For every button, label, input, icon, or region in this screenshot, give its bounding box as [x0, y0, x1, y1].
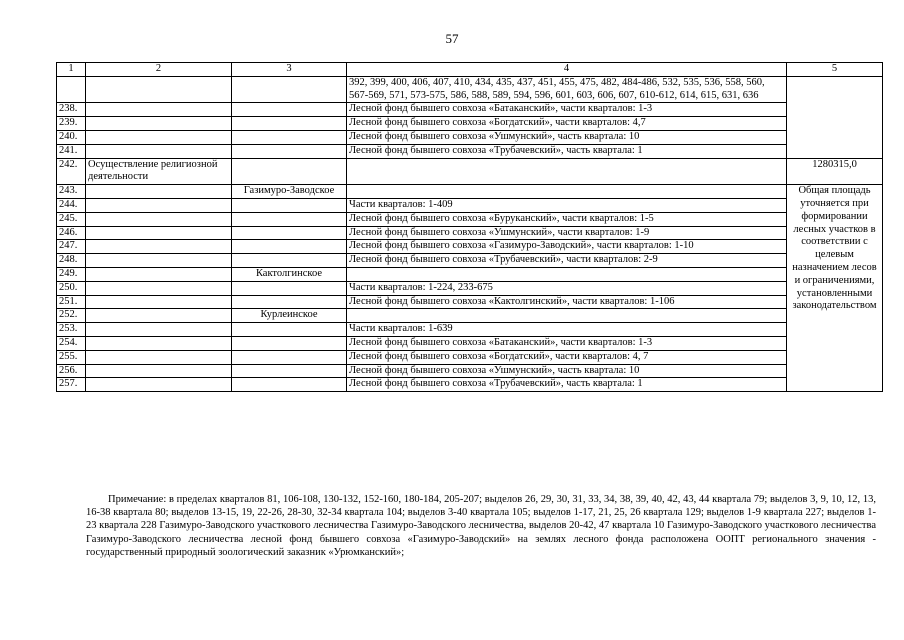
row-number: [57, 76, 86, 103]
forestry-cell: [232, 212, 347, 226]
location-cell: [347, 267, 787, 281]
location-cell: Части кварталов: 1-224, 233-675: [347, 281, 787, 295]
page-number: 57: [445, 31, 459, 46]
row-number: 241.: [57, 144, 86, 158]
row-number: 249.: [57, 267, 86, 281]
location-cell: Части кварталов: 1-409: [347, 198, 787, 212]
row-number: 250.: [57, 281, 86, 295]
location-cell: [347, 309, 787, 323]
table-row: [57, 323, 883, 337]
forestry-cell: [232, 117, 347, 131]
table-row: [57, 158, 883, 185]
forestry-cell: [232, 226, 347, 240]
purpose-cell: [86, 309, 232, 323]
location-cell: Лесной фонд бывшего совхоза «Трубачевский», часть квартала: 1: [347, 144, 787, 158]
purpose-cell: [86, 240, 232, 254]
forestry-cell: Кактолгинское: [232, 267, 347, 281]
table-row: [57, 295, 883, 309]
purpose-cell: [86, 323, 232, 337]
table-row: [57, 130, 883, 144]
location-cell: Лесной фонд бывшего совхоза «Богдатский», части кварталов: 4, 7: [347, 350, 787, 364]
purpose-cell: [86, 254, 232, 268]
table-row: [57, 364, 883, 378]
table-row: [57, 103, 883, 117]
forestry-cell: [232, 323, 347, 337]
forestry-cell: [232, 158, 347, 185]
area-cell: [787, 76, 883, 158]
table-row: [57, 198, 883, 212]
location-cell: Лесной фонд бывшего совхоза «Трубачевский», части кварталов: 2-9: [347, 254, 787, 268]
forestry-cell: [232, 254, 347, 268]
forestry-cell: [232, 198, 347, 212]
row-number: 254.: [57, 336, 86, 350]
area-cell: 1280315,0: [787, 158, 883, 185]
purpose-cell: [86, 130, 232, 144]
row-number: 243.: [57, 185, 86, 199]
header-cell: 2: [86, 63, 232, 77]
area-note-cell: Общая площадь уточняется при формировании лесных участков в соответствии с целевым назначением лесов и ограничениями, установленными законодательством: [787, 185, 883, 392]
header-cell: 3: [232, 63, 347, 77]
purpose-cell: [86, 198, 232, 212]
location-cell: Части кварталов: 1-639: [347, 323, 787, 337]
forestry-cell: [232, 103, 347, 117]
forestry-cell: [232, 378, 347, 392]
table-row: [57, 350, 883, 364]
purpose-cell: [86, 364, 232, 378]
purpose-cell: [86, 378, 232, 392]
location-cell: Лесной фонд бывшего совхоза «Батаканский», части кварталов: 1-3: [347, 103, 787, 117]
table-row: [57, 117, 883, 131]
location-cell: Лесной фонд бывшего совхоза «Богдатский», части кварталов: 4,7: [347, 117, 787, 131]
location-cell: 392, 399, 400, 406, 407, 410, 434, 435, 437, 451, 455, 475, 482, 484-486, 532, 535, 536, 558, 560, 567-569, 571, 573-575, 586, 588, 589, 594, 596, 601, 603, 606, 607, 610-612, 614, 615, 631, 636: [347, 76, 787, 103]
table-row: [57, 309, 883, 323]
table-header-row: [57, 63, 883, 77]
table-row: [57, 240, 883, 254]
location-cell: Лесной фонд бывшего совхоза «Ушмунский», часть квартала: 10: [347, 130, 787, 144]
purpose-cell: [86, 185, 232, 199]
forestry-cell: [232, 281, 347, 295]
location-cell: Лесной фонд бывшего совхоза «Трубачевский», часть квартала: 1: [347, 378, 787, 392]
purpose-cell: [86, 117, 232, 131]
forestry-cell: [232, 240, 347, 254]
forestry-cell: Газимуро-Заводское: [232, 185, 347, 199]
row-number: 256.: [57, 364, 86, 378]
table-row: [57, 336, 883, 350]
table-row: [57, 281, 883, 295]
table-row: [57, 76, 883, 103]
location-cell: Лесной фонд бывшего совхоза «Буруканский», части кварталов: 1-5: [347, 212, 787, 226]
row-number: 253.: [57, 323, 86, 337]
purpose-cell: Осуществление религиозной деятельности: [86, 158, 232, 185]
row-number: 246.: [57, 226, 86, 240]
row-number: 251.: [57, 295, 86, 309]
purpose-cell: [86, 336, 232, 350]
purpose-cell: [86, 267, 232, 281]
location-cell: Лесной фонд бывшего совхоза «Газимуро-Заводский», части кварталов: 1-10: [347, 240, 787, 254]
purpose-cell: [86, 76, 232, 103]
row-number: 238.: [57, 103, 86, 117]
table-row: [57, 144, 883, 158]
row-number: 252.: [57, 309, 86, 323]
forestry-cell: [232, 144, 347, 158]
table-row: [57, 267, 883, 281]
footnote: Примечание: в пределах кварталов 81, 106-108, 130-132, 152-160, 180-184, 205-207; выделов 26, 29, 30, 31, 33, 34, 38, 39, 40, 42, 43, 44 квартала 79; выделов 3, 9, 10, 12, 13, 16-38 квартала 80; выделов 13-15, 19, 22-26, 28-30, 32-34 квартала 104; выделов 3-40 квартала 105; выделов 1-17, 21, 25, 26 квартала 129; выделов 1-9 квартала 227; выделов 1-23 квартала 228 Газимуро-Заводского участкового лесничества Газимуро-Заводского лесничества, выделов 20-42, 47 квартала 10 Газимуро-Заводского участкового лесничества Газимуро-Заводского лесничества лесной фонд бывшего совхоза «Газимуро-Заводский» на землях лесного фонда расположена ООПТ регионального значения - государственный природный зоологический заказник «Урюмканский»;: [86, 494, 876, 558]
forestry-cell: [232, 130, 347, 144]
row-number: 257.: [57, 378, 86, 392]
row-number: 239.: [57, 117, 86, 131]
table-row: [57, 226, 883, 240]
row-number: 247.: [57, 240, 86, 254]
location-cell: Лесной фонд бывшего совхоза «Ушмунский», часть квартала: 10: [347, 364, 787, 378]
row-number: 242.: [57, 158, 86, 185]
table-row: [57, 254, 883, 268]
purpose-cell: [86, 212, 232, 226]
location-cell: [347, 158, 787, 185]
forestry-cell: [232, 336, 347, 350]
row-number: 245.: [57, 212, 86, 226]
row-number: 255.: [57, 350, 86, 364]
header-cell: 4: [347, 63, 787, 77]
header-cell: 1: [57, 63, 86, 77]
forest-fund-table: [56, 62, 883, 392]
row-number: 240.: [57, 130, 86, 144]
location-cell: Лесной фонд бывшего совхоза «Кактолгинский», части кварталов: 1-106: [347, 295, 787, 309]
purpose-cell: [86, 350, 232, 364]
forestry-cell: [232, 295, 347, 309]
purpose-cell: [86, 281, 232, 295]
header-cell: 5: [787, 63, 883, 77]
location-cell: Лесной фонд бывшего совхоза «Батаканский», части кварталов: 1-3: [347, 336, 787, 350]
forestry-cell: Курлеинское: [232, 309, 347, 323]
forestry-cell: [232, 76, 347, 103]
purpose-cell: [86, 144, 232, 158]
table-row: [57, 378, 883, 392]
purpose-cell: [86, 295, 232, 309]
purpose-cell: [86, 103, 232, 117]
location-cell: [347, 185, 787, 199]
table-row: [57, 185, 883, 199]
row-number: 244.: [57, 198, 86, 212]
row-number: 248.: [57, 254, 86, 268]
purpose-cell: [86, 226, 232, 240]
forestry-cell: [232, 364, 347, 378]
table-row: [57, 212, 883, 226]
location-cell: Лесной фонд бывшего совхоза «Ушмунский», части кварталов: 1-9: [347, 226, 787, 240]
forestry-cell: [232, 350, 347, 364]
